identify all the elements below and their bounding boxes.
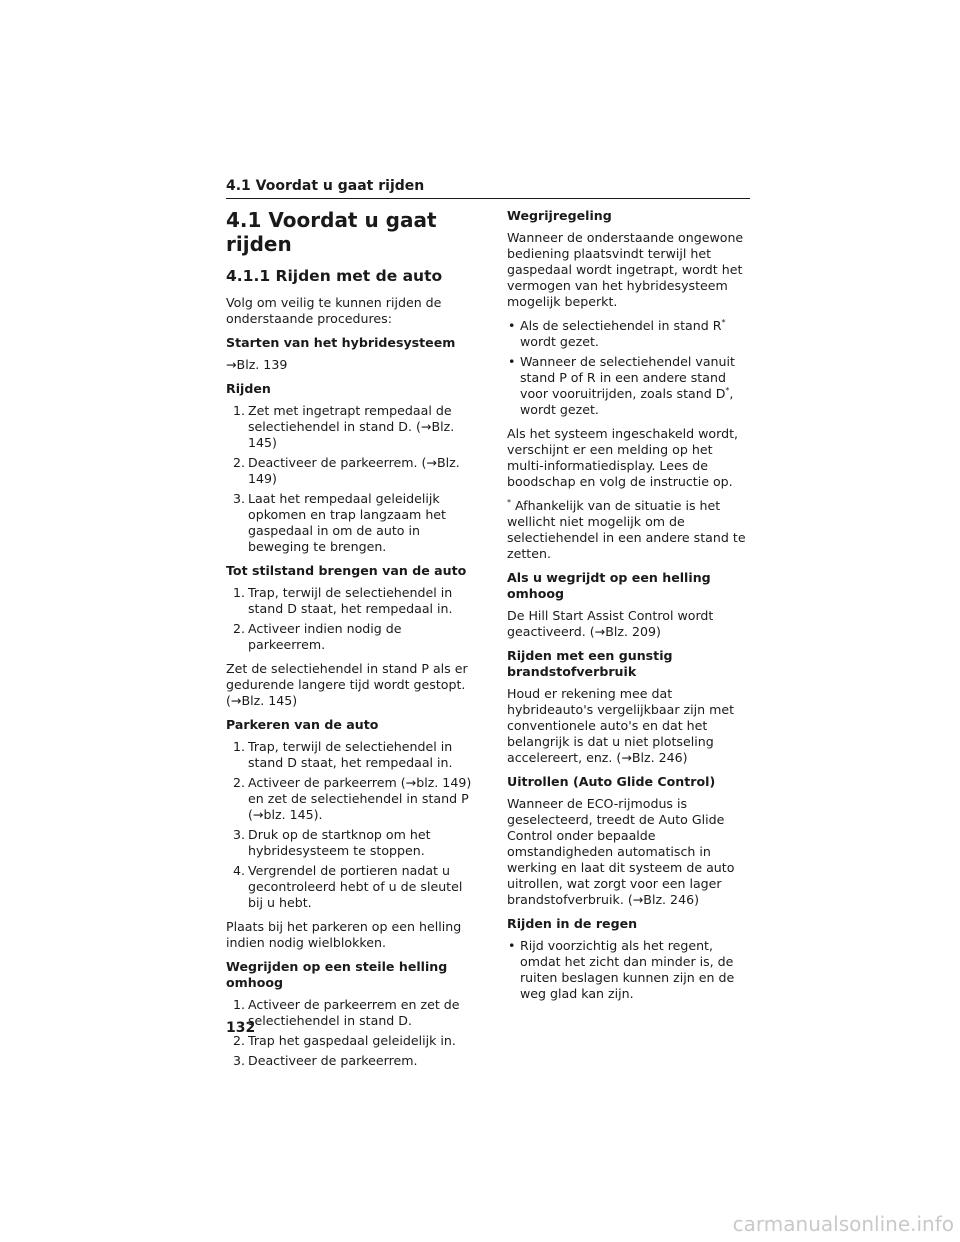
- bullet-icon: •: [508, 318, 516, 333]
- wegrijregeling-bullets: [507, 318, 751, 418]
- intro-paragraph: Volg om veilig te kunnen rijden de onderstaande procedures:: [226, 295, 442, 326]
- list-item: 3. Deactiveer de parkeerrem.: [233, 1053, 418, 1068]
- page-number: 132: [226, 1020, 256, 1036]
- page-reference: →Blz. 139: [226, 357, 288, 372]
- list-item: 2. Activeer indien nodig de parkeerrem.: [233, 621, 402, 652]
- list-item: 1. Activeer de parkeerrem en zet de selectiehendel in stand D.: [233, 997, 460, 1028]
- subsection-heading: 4.1.1 Rijden met de auto: [226, 267, 443, 285]
- wegrijregeling-text: Wanneer de onderstaande ongewone bediening plaatsvindt terwijl het gaspedaal wordt ingetrapt, wordt het vermogen van het hybridesysteem mogelijk beperkt.: [507, 230, 744, 309]
- step-number: 3.: [233, 1053, 246, 1068]
- heading-brandstofverbruik: Rijden met een gunstig brandstofverbruik: [507, 648, 673, 679]
- step-number: 2.: [233, 1033, 246, 1048]
- footnote-marker: *: [725, 385, 730, 395]
- heading-stilstand: Tot stilstand brengen van de auto: [226, 563, 467, 578]
- list-item: 1. Trap, terwijl de selectiehendel in stand D staat, het rempedaal in.: [233, 739, 453, 770]
- list-item: • Als de selectiehendel in stand R* wordt gezet.: [508, 317, 726, 349]
- step-number: 1.: [233, 585, 246, 600]
- step-number: 1.: [233, 997, 246, 1012]
- bullet-icon: •: [508, 938, 516, 953]
- right-column: [507, 208, 751, 1010]
- list-item: 3. Laat het rempedaal geleidelijk opkomen en trap langzaam het gaspedaal in om de auto in beweging te brengen.: [233, 491, 446, 554]
- footnote: * Afhankelijk van de situatie is het wellicht niet mogelijk om de selectiehendel in een andere stand te zetten.: [507, 497, 746, 561]
- step-number: 1.: [233, 739, 246, 754]
- heading-wegrijregeling: Wegrijregeling: [507, 208, 612, 223]
- list-item: 2. Trap het gaspedaal geleidelijk in.: [233, 1033, 456, 1048]
- footnote-marker: *: [721, 317, 726, 327]
- heading-starten: Starten van het hybridesysteem: [226, 335, 456, 350]
- steps-rijden: [226, 403, 474, 555]
- heading-rijden: Rijden: [226, 381, 271, 396]
- footnote-marker: *: [507, 497, 511, 507]
- regen-bullets: [507, 938, 751, 1002]
- heading-regen: Rijden in de regen: [507, 916, 638, 931]
- list-item: 4. Vergrendel de portieren nadat u gecontroleerd hebt of u de sleutel bij u hebt.: [233, 863, 463, 910]
- melding-text: Als het systeem ingeschakeld wordt, verschijnt er een melding op het multi-informatiedisplay. Lees de boodschap en volg de instructie op.: [507, 426, 739, 489]
- list-item: 3. Druk op de startknop om het hybridesysteem te stoppen.: [233, 827, 431, 858]
- step-number: 2.: [233, 455, 246, 470]
- stilstand-note: Zet de selectiehendel in stand P als er gedurende langere tijd wordt gestopt. (→Blz. 145): [226, 661, 468, 708]
- bullet-icon: •: [508, 354, 516, 369]
- list-item: 1. Trap, terwijl de selectiehendel in stand D staat, het rempedaal in.: [233, 585, 453, 616]
- steps-parkeren: [226, 739, 474, 911]
- section-heading: 4.1 Voordat u gaat rijden: [226, 208, 437, 256]
- parkeren-note: Plaats bij het parkeren op een helling indien nodig wielblokken.: [226, 919, 462, 950]
- running-header: 4.1 Voordat u gaat rijden: [226, 178, 750, 199]
- step-number: 4.: [233, 863, 246, 878]
- step-number: 2.: [233, 621, 246, 636]
- step-number: 3.: [233, 827, 246, 842]
- step-number: 3.: [233, 491, 246, 506]
- helling-text: De Hill Start Assist Control wordt geactiveerd. (→Blz. 209): [507, 608, 714, 639]
- uitrollen-text: Wanneer de ECO-rijmodus is geselecteerd, treedt de Auto Glide Control onder bepaalde omstandigheden automatisch in werking en laat dit systeem de auto uitrollen, wat zorgt voor een lager brandstofverbruik. (→Blz. 246): [507, 796, 735, 907]
- step-number: 1.: [233, 403, 246, 418]
- list-item: • Wanneer de selectiehendel vanuit stand P of R in een andere stand voor vooruitrijden, zoals stand D*, wordt gezet.: [508, 354, 735, 417]
- steps-helling: [226, 997, 474, 1069]
- list-item: 2. Activeer de parkeerrem (→blz. 149) en zet de selectiehendel in stand P (→blz. 145).: [233, 775, 472, 822]
- list-item: 1. Zet met ingetrapt rempedaal de selectiehendel in stand D. (→Blz. 145): [233, 403, 455, 450]
- steps-stilstand: [226, 585, 474, 653]
- watermark: carmanualsonline.info: [732, 1212, 954, 1236]
- heading-helling-omhoog: Als u wegrijdt op een helling omhoog: [507, 570, 711, 601]
- list-item: • Rijd voorzichtig als het regent, omdat het zicht dan minder is, de ruiten beslagen kunnen zijn en de weg glad kan zijn.: [508, 938, 735, 1001]
- heading-parkeren: Parkeren van de auto: [226, 717, 379, 732]
- left-column: [226, 208, 474, 1077]
- heading-uitrollen: Uitrollen (Auto Glide Control): [507, 774, 716, 789]
- step-number: 2.: [233, 775, 246, 790]
- heading-helling: Wegrijden op een steile helling omhoog: [226, 959, 448, 990]
- brandstof-text: Houd er rekening mee dat hybrideauto's vergelijkbaar zijn met conventionele auto's en dat het belangrijk is dat u niet plotseling accelereert, enz. (→Blz. 246): [507, 686, 735, 765]
- list-item: 2. Deactiveer de parkeerrem. (→Blz. 149): [233, 455, 460, 486]
